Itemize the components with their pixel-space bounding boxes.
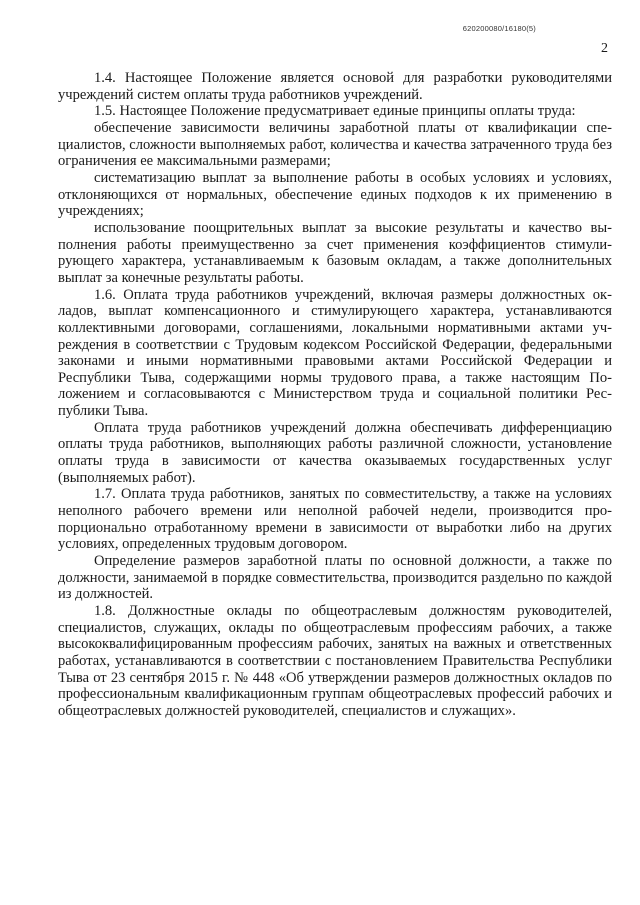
- paragraph-principle-incentives: использование поощрительных выплат за высокие результаты и качество выполнения работы преимущественно за счет применения коэффициентов стимулирующего характера, устанавливаемым к базовым окладам, а также дополнительных выплат за конечные результаты работы.: [58, 219, 612, 286]
- document-body: [58, 70, 612, 720]
- paragraph-principle-qualification: обеспечение зависимости величины заработной платы от квалификации специалистов, сложности выполняемых работ, количества и качества затраченного труда без ограничения ее максимальными размерами;: [58, 119, 612, 170]
- paragraph-1-7: 1.7. Оплата труда работников, занятых по совместительству, а также на условиях неполного рабочего времени или неполной рабочей недели, производится пропорционально отработанному времени в зависимости от выработки либо на других условиях, определенных трудовым договором.: [58, 486, 612, 553]
- paragraph-1-5: 1.5. Настоящее Положение предусматривает единые принципы оплаты труда:: [94, 103, 576, 120]
- paragraph-1-4: 1.4. Настоящее Положение является основой для разработки руководителями учреждений систем оплаты труда работников учреждений.: [58, 70, 612, 103]
- document-code: 620200080/16180(5): [462, 24, 536, 33]
- paragraph-main-position-pay: Определение размеров заработной платы по основной должности, а также по должности, занимаемой в порядке совместительства, производится раздельно по каждой из должностей.: [58, 553, 612, 603]
- paragraph-differentiation: Оплата труда работников учреждений должна обеспечивать дифференциацию оплаты труда работников, выполняющих работы различной сложности, установление оплаты труда в зависимости от качества оказываемых государственных услуг (выполняемых работ).: [58, 419, 612, 486]
- page-number: 2: [601, 41, 608, 56]
- paragraph-1-6: 1.6. Оплата труда работников учреждений, включая размеры должностных окладов, выплат компенсационного и стимулирующего характера, устанавливаются коллективными договорами, соглашениями, локальными нормативными актами учреждения в соответствии с Трудовым кодексом Российской Федерации, федеральными законами и иными нормативными правовыми актами Российской Федерации и Республики Тыва, содержащими нормы трудового права, а также настоящим Положением и согласовываются с Министерством труда и социальной политики Республики Тыва.: [58, 286, 612, 420]
- paragraph-principle-special-conditions: систематизацию выплат за выполнение работы в особых условиях и условиях, отклоняющихся от нормальных, обеспечение единых подходов к их применению в учреждениях;: [58, 169, 612, 220]
- paragraph-1-8: 1.8. Должностные оклады по общеотраслевым должностям руководителей, специалистов, служащих, оклады по общеотраслевым профессиям рабочих, а также высококвалифицированным профессиям рабочих, занятых на важных и ответственных работах, устанавливаются в соответствии с постановлением Правительства Республики Тыва от 23 сентября 2015 г. № 448 «Об утверждении размеров должностных окладов по профессиональным квалификационным группам общеотраслевых профессий рабочих и общеотраслевых должностей руководителей, специалистов и служащих».: [58, 603, 612, 719]
